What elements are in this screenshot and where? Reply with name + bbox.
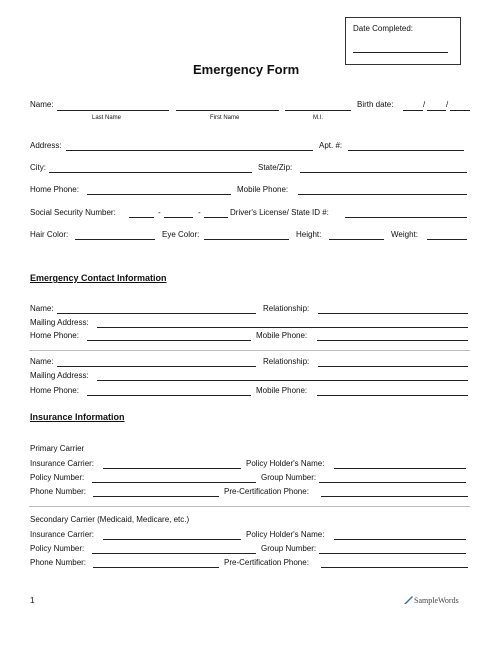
primary-carrier-field[interactable] [103, 468, 241, 469]
ssn-part1-field[interactable] [129, 217, 154, 218]
birth-month-field[interactable] [403, 110, 423, 111]
contact2-home-phone-field[interactable] [87, 395, 251, 396]
eye-color-field[interactable] [204, 239, 289, 240]
hair-color-field[interactable] [75, 239, 155, 240]
contact1-mobile-phone-field[interactable] [317, 340, 468, 341]
primary-holder-label: Policy Holder's Name: [246, 459, 325, 468]
secondary-group-label: Group Number: [261, 544, 317, 553]
name-label: Name: [30, 100, 54, 109]
ssn-part2-field[interactable] [164, 217, 193, 218]
contact2-name-field[interactable] [57, 366, 256, 367]
date-completed-field[interactable] [353, 52, 448, 53]
pen-icon [404, 594, 414, 604]
state-zip-label: State/Zip: [258, 163, 293, 172]
secondary-carrier-label: Insurance Carrier: [30, 530, 95, 539]
primary-carrier-label: Insurance Carrier: [30, 459, 95, 468]
secondary-policy-label: Policy Number: [30, 544, 85, 553]
contact2-relationship-label: Relationship: [263, 357, 310, 366]
contact2-mailing-field[interactable] [97, 380, 468, 381]
ssn-label: Social Security Number: [30, 208, 116, 217]
primary-policy-field[interactable] [92, 482, 256, 483]
state-zip-field[interactable] [300, 172, 467, 173]
primary-carrier-title: Primary Carrier [30, 444, 85, 453]
home-phone-label: Home Phone: [30, 185, 79, 194]
contact2-relationship-field[interactable] [318, 366, 468, 367]
address-label: Address: [30, 141, 62, 150]
contact2-name-label: Name: [30, 357, 54, 366]
contact2-home-phone-label: Home Phone: [30, 386, 79, 395]
contact1-mailing-field[interactable] [97, 327, 468, 328]
first-name-field[interactable] [176, 110, 279, 111]
apt-field[interactable] [348, 150, 464, 151]
birth-date-label: Birth date: [357, 100, 394, 109]
contact2-mobile-phone-label: Mobile Phone: [256, 386, 308, 395]
insurance-heading: Insurance Information [30, 412, 125, 422]
contact1-mobile-phone-label: Mobile Phone: [256, 331, 308, 340]
primary-precert-label: Pre-Certification Phone: [224, 487, 309, 496]
secondary-phone-label: Phone Number: [30, 558, 87, 567]
contact1-relationship-field[interactable] [318, 313, 468, 314]
date-separator: / [446, 100, 449, 109]
first-name-sublabel: First Name [210, 115, 240, 121]
divider [29, 350, 470, 351]
secondary-precert-field[interactable] [321, 567, 468, 568]
eye-color-label: Eye Color: [162, 230, 200, 239]
secondary-policy-field[interactable] [92, 553, 256, 554]
contact1-home-phone-field[interactable] [87, 340, 251, 341]
apt-label: Apt. #: [319, 141, 343, 150]
ssn-dash: - [158, 208, 161, 217]
contact1-name-field[interactable] [57, 313, 256, 314]
ssn-dash: - [198, 208, 201, 217]
secondary-precert-label: Pre-Certification Phone: [224, 558, 309, 567]
birth-year-field[interactable] [450, 110, 470, 111]
contact1-name-label: Name: [30, 304, 54, 313]
secondary-group-field[interactable] [319, 553, 466, 554]
contact1-home-phone-label: Home Phone: [30, 331, 79, 340]
ssn-part3-field[interactable] [204, 217, 228, 218]
contact2-mailing-label: Mailing Address: [30, 371, 89, 380]
last-name-field[interactable] [57, 110, 169, 111]
license-field[interactable] [345, 217, 467, 218]
height-label: Height: [296, 230, 322, 239]
contact2-mobile-phone-field[interactable] [317, 395, 468, 396]
primary-holder-field[interactable] [334, 468, 466, 469]
mobile-phone-label: Mobile Phone: [237, 185, 289, 194]
date-completed-label: Date Completed: [353, 24, 414, 33]
logo: SampleWords [414, 596, 459, 605]
city-field[interactable] [49, 172, 252, 173]
emergency-contact-heading: Emergency Contact Information [30, 273, 167, 283]
primary-phone-field[interactable] [93, 496, 219, 497]
primary-group-field[interactable] [319, 482, 466, 483]
contact1-mailing-label: Mailing Address: [30, 318, 89, 327]
license-label: Driver's License/ State ID #: [230, 208, 329, 217]
secondary-carrier-title: Secondary Carrier (Medicaid, Medicare, etc.) [30, 515, 190, 524]
page-number: 1 [30, 596, 35, 605]
hair-color-label: Hair Color: [30, 230, 69, 239]
secondary-phone-field[interactable] [93, 567, 219, 568]
primary-phone-label: Phone Number: [30, 487, 87, 496]
home-phone-field[interactable] [87, 194, 231, 195]
mobile-phone-field[interactable] [298, 194, 467, 195]
page-title: Emergency Form [193, 62, 300, 77]
secondary-carrier-field[interactable] [103, 539, 241, 540]
mi-sublabel: M.I. [313, 115, 323, 121]
weight-field[interactable] [427, 239, 467, 240]
primary-policy-label: Policy Number: [30, 473, 85, 482]
height-field[interactable] [329, 239, 384, 240]
contact1-relationship-label: Relationship: [263, 304, 310, 313]
weight-label: Weight: [391, 230, 418, 239]
mi-field[interactable] [285, 110, 351, 111]
secondary-holder-label: Policy Holder's Name: [246, 530, 325, 539]
address-field[interactable] [66, 150, 313, 151]
birth-day-field[interactable] [427, 110, 446, 111]
last-name-sublabel: Last Name [92, 115, 122, 121]
city-label: City: [30, 163, 46, 172]
date-separator: / [423, 100, 426, 109]
primary-group-label: Group Number: [261, 473, 317, 482]
secondary-holder-field[interactable] [334, 539, 466, 540]
primary-precert-field[interactable] [321, 496, 468, 497]
divider [29, 506, 470, 507]
